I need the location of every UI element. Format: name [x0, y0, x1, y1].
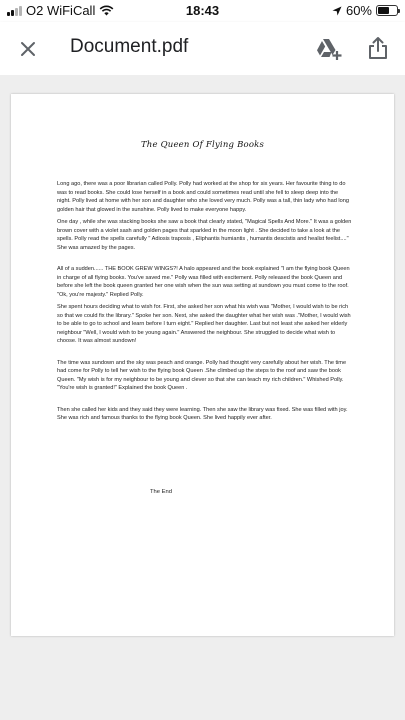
app-bar	[0, 22, 405, 75]
share-icon	[367, 36, 389, 60]
close-icon	[20, 41, 36, 57]
clock-time: 18:43	[185, 3, 220, 18]
document-title: Document.pdf	[70, 36, 189, 57]
battery-percent: 60%	[345, 3, 372, 18]
story-body	[57, 180, 352, 427]
close-button[interactable]	[14, 35, 42, 63]
story-paragraph: One day , while she was stacking books she saw a book that clearly stated, "Magical Spells And More." It was a golden brown cover with a violet sash and golden pages that sparkled in the moon light . She decided to take a look at the spells. Polly read the spells carefully " Adiosis traposis , Eliphantis humiantis , humantis descistis and healist feelist...." She was amazed by the pages.	[57, 219, 352, 251]
status-right	[332, 3, 398, 18]
status-bar	[0, 0, 405, 22]
the-end-label: The End	[150, 489, 172, 495]
pdf-viewer[interactable]	[0, 75, 405, 720]
add-to-drive-button[interactable]	[314, 34, 344, 64]
location-arrow-icon	[332, 6, 342, 16]
carrier-label: O2 WiFiCall	[26, 3, 96, 18]
battery-icon	[376, 5, 398, 16]
story-paragraph: Then she called her kids and they said they were learning. Then she saw the library was fixed. She was filled with joy. She was rich and famous thanks to the flying book Queen. She lived happily ever after.	[57, 406, 348, 421]
story-paragraph: Long ago, there was a poor librarian called Polly. Polly had worked at the shop for six years. Her favourite thing to do was to read books. She could lose herself in a book and could sometimes read until she fell to sleep deep into the night. Polly lived at home with her son and daughter who she loved very much. Polly was a tall, thin lady who had long golden hair that glowed in the sunshine. Polly lived to make everyone happy.	[57, 181, 349, 213]
google-drive-add-icon	[316, 37, 342, 61]
pdf-page	[11, 94, 394, 636]
share-button[interactable]	[363, 33, 393, 63]
story-paragraph: She spent hours deciding what to wish for. First, she asked her son what his wish was "Mother, I would wish to be rich so that we could fix the library." Spoke her son. Next, she asked the daughter what her wish was ."Mother, I would wish to be able to go to school and learn before I turn eight." Replied her daughter. Last but not least she asked her elderly neighbour "Well, I would wish to be young again." Answered the neighbour. She struggled to decide what wish to choose. It was almost sundown!	[57, 304, 351, 344]
story-title: The Queen Of Flying Books	[140, 140, 265, 150]
story-paragraph: All of a sudden...... THE BOOK GREW WINGS?! A halo appeared and the book explained "I am the flying book Queen in charge of all flying books. You've saved me." Polly was filled with excitement. Polly released the book Queen and before she left the book queen granted her one wish when the sun was setting at sundown you must come to the roof. "Ok, you're majesty." Replied Polly.	[57, 266, 350, 298]
battery-level	[378, 7, 389, 14]
story-paragraph: The time was sundown and the sky was peach and orange. Polly had thought very carefully about her wish. The time had come for Polly to tell her wish to the flying book Queen .She climbed up the steps to the roof and saw the book Queen. "My wish is for my neighbour to be young and clever so that she can teach my rich children." Whished Polly. "You're wish is granted!" Explained the book Queen .	[57, 359, 347, 391]
